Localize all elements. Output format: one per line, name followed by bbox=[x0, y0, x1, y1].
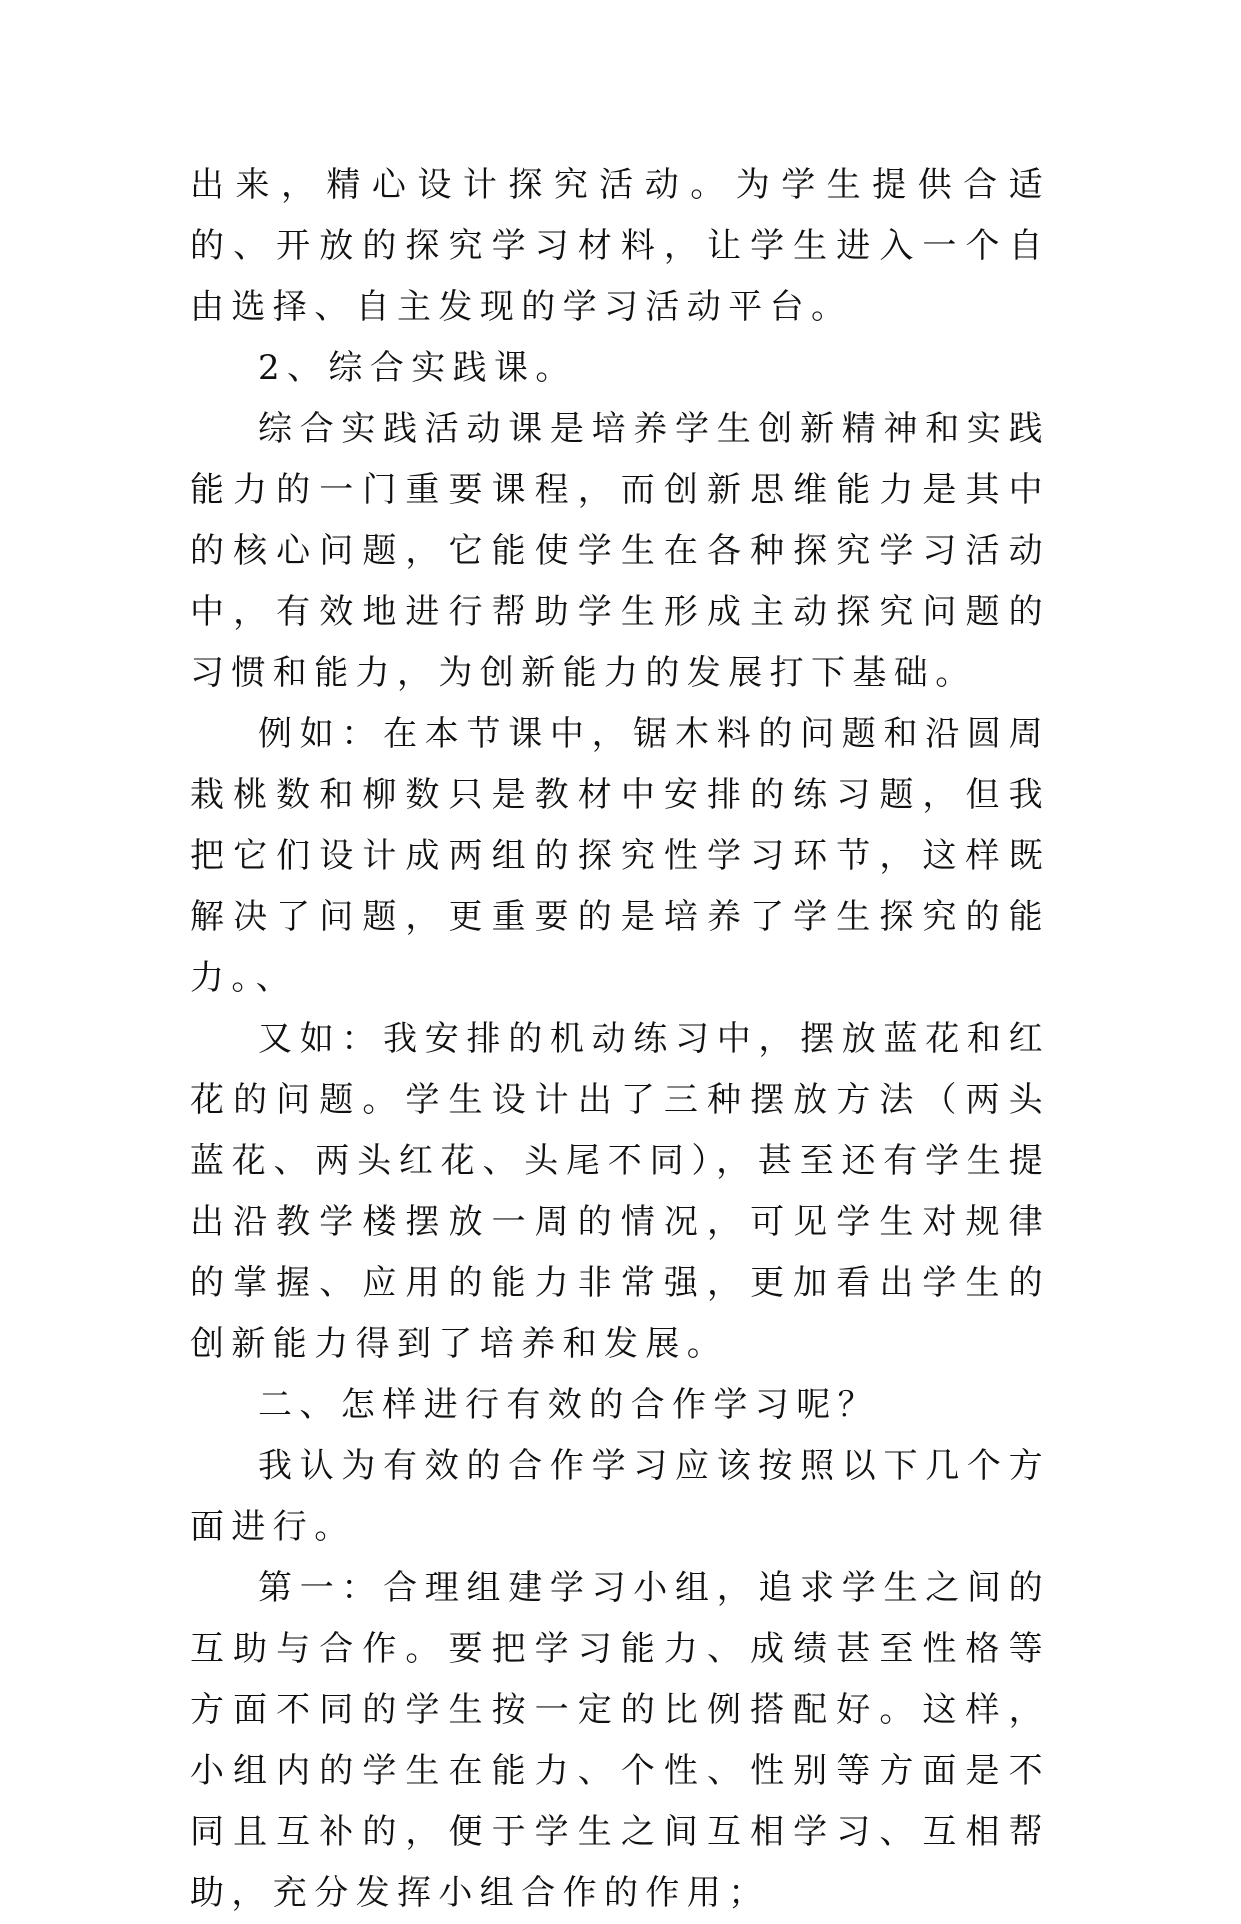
paragraph-point-one: 第一：合理组建学习小组，追求学生之间的互助与合作。要把学习能力、成绩甚至性格等方面不同的学生按一定的比例搭配好。这样，小组内的学生在能力、个性、性别等方面是不同且互补的，便于学生之间互相学习、互相帮助，充分发挥小组合作的作用； bbox=[190, 1568, 1050, 1913]
document-page bbox=[190, 155, 1050, 1924]
paragraph-practice-class-intro: 综合实践活动课是培养学生创新精神和实践能力的一门重要课程，而创新思维能力是其中的核心问题，它能使学生在各种探究学习活动中，有效地进行帮助学生形成主动探究问题的习惯和能力，为创新能力的发展打下基础。 bbox=[190, 409, 1050, 693]
paragraph-example-two: 又如：我安排的机动练习中，摆放蓝花和红花的问题。学生设计出了三种摆放方法（两头蓝花、两头红花、头尾不同），甚至还有学生提出沿教学楼摆放一周的情况，可见学生对规律的掌握、应用的能力非常强，更加看出学生的创新能力得到了培养和发展。 bbox=[190, 1019, 1050, 1364]
paragraph-section-heading-practice-class: 2、综合实践课。 bbox=[258, 348, 577, 388]
paragraph-cooperative-learning-intro: 我认为有效的合作学习应该按照以下几个方面进行。 bbox=[190, 1446, 1050, 1547]
paragraph-continuation: 出来，精心设计探究活动。为学生提供合适的、开放的探究学习材料，让学生进入一个自由选择、自主发现的学习活动平台。 bbox=[190, 165, 1050, 327]
paragraph-section-heading-cooperative-learning: 二、怎样进行有效的合作学习呢？ bbox=[258, 1385, 879, 1425]
paragraph-example-one: 例如：在本节课中，锯木料的问题和沿圆周栽桃数和柳数只是教材中安排的练习题，但我把它们设计成两组的探究性学习环节，这样既解决了问题，更重要的是培养了学生探究的能力。、 bbox=[190, 714, 1050, 998]
